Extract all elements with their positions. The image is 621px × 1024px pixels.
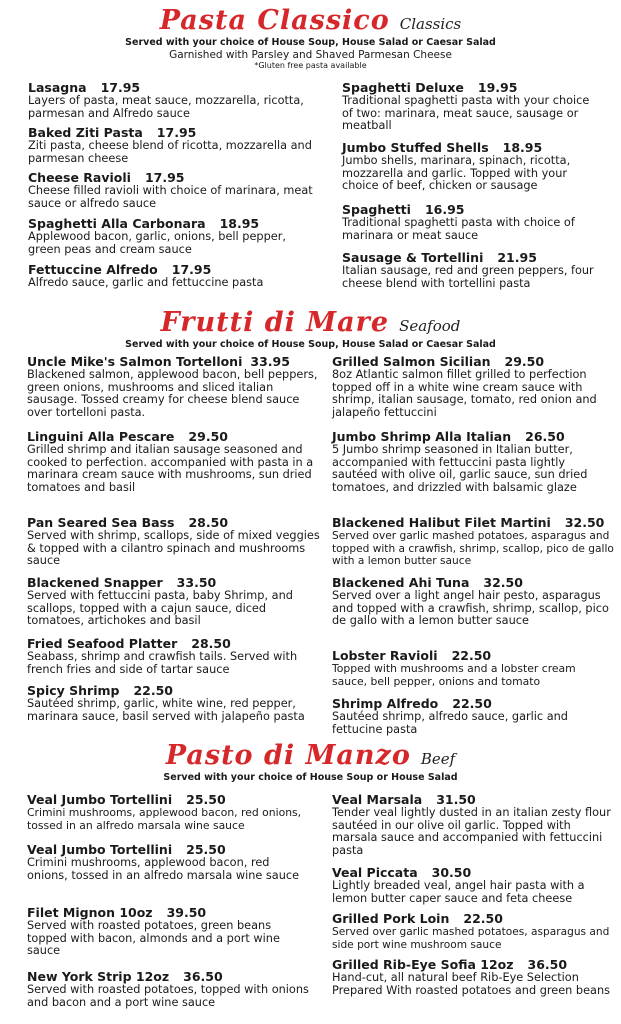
item-name: Fettuccine Alfredo	[28, 262, 158, 277]
item-description: Served with roasted potatoes, topped with onions and bacon and a port wine sauce	[27, 983, 309, 1009]
item-description: Sautéed shrimp, alfredo sauce, garlic and fettucine pasta	[332, 710, 568, 736]
item-description: Blackened salmon, applewood bacon, bell peppers, green onions, mushrooms and sliced italian sausage. Tossed creamy for cheese blend sauce over tortelloni pasta.	[27, 368, 318, 419]
menu-item-blackened-ahi-tuna	[332, 576, 614, 628]
item-name: Pan Seared Sea Bass	[27, 515, 175, 530]
menu-item-new-york-strip	[27, 970, 317, 1009]
menu-item-jumbo-shrimp-italian	[332, 430, 614, 494]
item-name: Veal Jumbo Tortellini	[27, 792, 173, 807]
item-price: 17.95	[171, 262, 212, 277]
item-price: 33.50	[176, 575, 217, 590]
item-name: Spicy Shrimp	[27, 683, 120, 698]
item-price: 36.50	[183, 969, 223, 984]
item-price: 29.50	[504, 354, 545, 369]
item-name: Veal Marsala	[332, 792, 423, 807]
item-price: 28.50	[191, 636, 231, 651]
menu-item-veal-jumbo-tortellini	[27, 793, 325, 832]
menu-item-fettuccine-alfredo	[28, 263, 318, 290]
gluten-free-note: *Gluten free pasta available	[254, 61, 367, 70]
menu-item-blackened-snapper	[27, 576, 325, 628]
menu-item-shrimp-alfredo	[332, 697, 614, 736]
item-price: 33.95	[250, 354, 290, 369]
item-description: Alfredo sauce, garlic and fettuccine pasta	[28, 276, 264, 289]
item-name: Spaghetti Deluxe	[342, 80, 464, 95]
seafood-subtitle: Seafood	[399, 317, 461, 335]
item-name: Veal Piccata	[332, 865, 418, 880]
pasta-section-header	[0, 6, 621, 71]
item-description: Served with shrimp, scallops, side of mixed veggies & topped with a cilantro spinach and mushrooms sauce	[27, 529, 320, 568]
menu-item-veal-marsala	[332, 793, 614, 857]
menu-item-linguini-pescare	[27, 430, 325, 494]
item-description: Hand-cut, all natural beef Rib-Eye Selection Prepared With roasted potatoes and green beans	[332, 971, 611, 997]
item-price: 17.95	[100, 80, 141, 95]
item-price: 25.50	[186, 842, 226, 857]
item-price: 18.95	[219, 216, 260, 231]
item-description: Seabass, shrimp and crawfish tails. Served with french fries and side of tartar sauce	[27, 650, 298, 676]
seafood-title: Frutti di Mare	[160, 307, 390, 338]
item-description: Crimini mushrooms, applewood bacon, red onions, tossed in an alfredo marsala wine sauce	[27, 856, 300, 882]
seafood-served-note: Served with your choice of House Soup, House Salad or Caesar Salad	[125, 339, 496, 350]
menu-item-grilled-salmon-sicilian	[332, 355, 614, 419]
item-name: Uncle Mike's Salmon Tortelloni	[27, 354, 243, 369]
item-description: Traditional spaghetti pasta with choice of marinara or meat sauce	[342, 216, 575, 242]
menu-item-spaghetti	[342, 203, 598, 242]
menu-item-jumbo-stuffed-shells	[342, 141, 598, 193]
item-description: Served with fettuccini pasta, baby Shrimp, and scallops, topped with a cajun sauce, diced tomatoes, artichokes and basil	[27, 589, 293, 628]
item-name: Shrimp Alfredo	[332, 696, 439, 711]
item-price: 29.50	[188, 429, 228, 444]
item-price: 17.95	[144, 170, 185, 185]
item-name: Cheese Ravioli	[28, 170, 131, 185]
menu-item-spicy-shrimp	[27, 684, 325, 723]
item-price: 22.50	[451, 648, 492, 663]
item-price: 26.50	[525, 429, 565, 444]
item-price: 19.95	[477, 80, 518, 95]
item-price: 17.95	[156, 125, 197, 140]
item-price: 30.50	[431, 865, 472, 880]
menu-item-fried-seafood-platter	[27, 637, 325, 676]
beef-section-header	[0, 741, 621, 784]
menu-item-halibut-filet-martini	[332, 516, 614, 568]
item-price: 22.50	[133, 683, 174, 698]
item-name: Jumbo Shrimp Alla Italian	[332, 429, 512, 444]
item-description: 8oz Atlantic salmon fillet grilled to perfection topped off in a white wine cream sauce with shrimp, italian sausage, tomato, red onion and jalapeño fettuccini	[332, 368, 597, 419]
item-name: Veal Jumbo Tortellini	[27, 842, 173, 857]
item-price: 16.95	[424, 202, 465, 217]
item-name: Blackened Snapper	[27, 575, 163, 590]
pasta-garnish-note: Garnished with Parsley and Shaved Parmesan Cheese	[169, 49, 452, 61]
item-description: Layers of pasta, meat sauce, mozzarella, ricotta, parmesan and Alfredo sauce	[28, 94, 304, 120]
menu-item-grilled-rib-eye	[332, 958, 614, 997]
seafood-section-header	[0, 308, 621, 351]
item-name: Linguini Alla Pescare	[27, 429, 175, 444]
item-price: 32.50	[483, 575, 523, 590]
item-name: Spaghetti Alla Carbonara	[28, 216, 206, 231]
menu-item-salmon-tortelloni	[27, 355, 325, 419]
menu-item-sausage-tortellini	[342, 251, 598, 290]
item-description: Topped with mushrooms and a lobster cream sauce, bell pepper, onions and tomato	[332, 662, 576, 688]
pasta-served-note: Served with your choice of House Soup, House Salad or Caesar Salad	[125, 37, 496, 48]
item-name: Lasagna	[28, 80, 87, 95]
item-description: Served over a light angel hair pesto, asparagus and topped with a crawfish, shrimp, scallop, pico de gallo with a lemon butter sauce	[332, 589, 609, 628]
item-description: Crimini mushrooms, applewood bacon, red onions, tossed in an alfredo marsala wine sauce	[27, 806, 302, 832]
item-price: 22.50	[452, 696, 492, 711]
item-description: Cheese filled ravioli with choice of marinara, meat sauce or alfredo sauce	[28, 184, 313, 210]
menu-item-veal-piccata	[332, 866, 614, 905]
item-price: 32.50	[564, 515, 605, 530]
item-name: Grilled Rib-Eye Sofia 12oz	[332, 957, 514, 972]
item-name: Baked Ziti Pasta	[28, 125, 143, 140]
item-description: Sautéed shrimp, garlic, white wine, red pepper, marinara sauce, basil served with jalapeño pasta	[27, 697, 305, 723]
item-description: Italian sausage, red and green peppers, four cheese blend with tortellini pasta	[342, 264, 594, 290]
item-description: Ziti pasta, cheese blend of ricotta, mozzarella and parmesan cheese	[28, 139, 312, 165]
beef-subtitle: Beef	[420, 750, 456, 768]
item-price: 18.95	[502, 140, 543, 155]
item-description: Served with roasted potatoes, green beans topped with bacon, almonds and a port wine sauce	[27, 919, 280, 958]
item-price: 25.50	[186, 792, 226, 807]
menu-item-lasagna	[28, 81, 318, 120]
item-description: Served over garlic mashed potatoes, asparagus and topped with a crawfish, shrimp, scallop, pico de gallo with a lemon butter sauce	[332, 530, 614, 568]
item-name: Filet Mignon 10oz	[27, 905, 153, 920]
item-name: Sausage & Tortellini	[342, 250, 484, 265]
menu-item-grilled-pork-loin	[332, 912, 614, 951]
menu-item-lobster-ravioli	[332, 649, 614, 688]
item-name: Spaghetti	[342, 202, 411, 217]
menu-item-carbonara	[28, 217, 318, 256]
beef-title: Pasto di Manzo	[165, 740, 411, 771]
item-description: Tender veal lightly dusted in an italian zesty flour sautéed in our olive oil garlic. Topped with marsala sauce and accompanied with fettuccini pasta	[332, 806, 611, 857]
item-name: Jumbo Stuffed Shells	[342, 140, 489, 155]
item-name: Blackened Halibut Filet Martini	[332, 515, 551, 530]
item-price: 22.50	[463, 911, 503, 926]
item-description: Grilled shrimp and italian sausage seasoned and cooked to perfection. accompanied with pasta in a marinara cream sauce with mushrooms, sun dried tomatoes and basil	[27, 443, 314, 494]
item-price: 21.95	[497, 250, 537, 265]
item-description: 5 Jumbo shrimp seasoned in Italian butter, accompanied with fettuccini pasta lightly sautéed with olive oil, garlic sauce, sun dried tomatoes, and drizzled with balsamic glaze	[332, 443, 588, 494]
item-name: Fried Seafood Platter	[27, 636, 178, 651]
item-name: Blackened Ahi Tuna	[332, 575, 470, 590]
item-name: Grilled Pork Loin	[332, 911, 450, 926]
menu-item-cheese-ravioli	[28, 171, 318, 210]
item-description: Jumbo shells, marinara, spinach, ricotta, mozzarella and garlic. Topped with your choice of beef, chicken or sausage	[342, 154, 571, 193]
item-price: 39.50	[166, 905, 207, 920]
item-name: Grilled Salmon Sicilian	[332, 354, 491, 369]
item-price: 36.50	[527, 957, 568, 972]
menu-item-pan-seared-sea-bass	[27, 516, 325, 568]
item-description: Applewood bacon, garlic, onions, bell pepper, green peas and cream sauce	[28, 230, 286, 256]
menu-item-baked-ziti	[28, 126, 318, 165]
beef-served-note: Served with your choice of House Soup or House Salad	[163, 772, 458, 783]
item-name: Lobster Ravioli	[332, 648, 438, 663]
item-description: Traditional spaghetti pasta with your choice of two: marinara, meat sauce, sausage or meatball	[342, 94, 590, 133]
item-name: New York Strip 12oz	[27, 969, 170, 984]
menu-item-filet-mignon	[27, 906, 305, 958]
item-description: Lightly breaded veal, angel hair pasta with a lemon butter caper sauce and feta cheese	[332, 879, 585, 905]
item-price: 31.50	[436, 792, 476, 807]
menu-item-veal-jumbo-tortellini-2	[27, 843, 305, 882]
item-price: 28.50	[188, 515, 229, 530]
item-description: Served over garlic mashed potatoes, asparagus and side port wine mushroom sauce	[332, 926, 610, 951]
menu-item-spaghetti-deluxe	[342, 81, 598, 133]
pasta-subtitle: Classics	[399, 15, 462, 33]
pasta-title: Pasta Classico	[159, 5, 390, 36]
